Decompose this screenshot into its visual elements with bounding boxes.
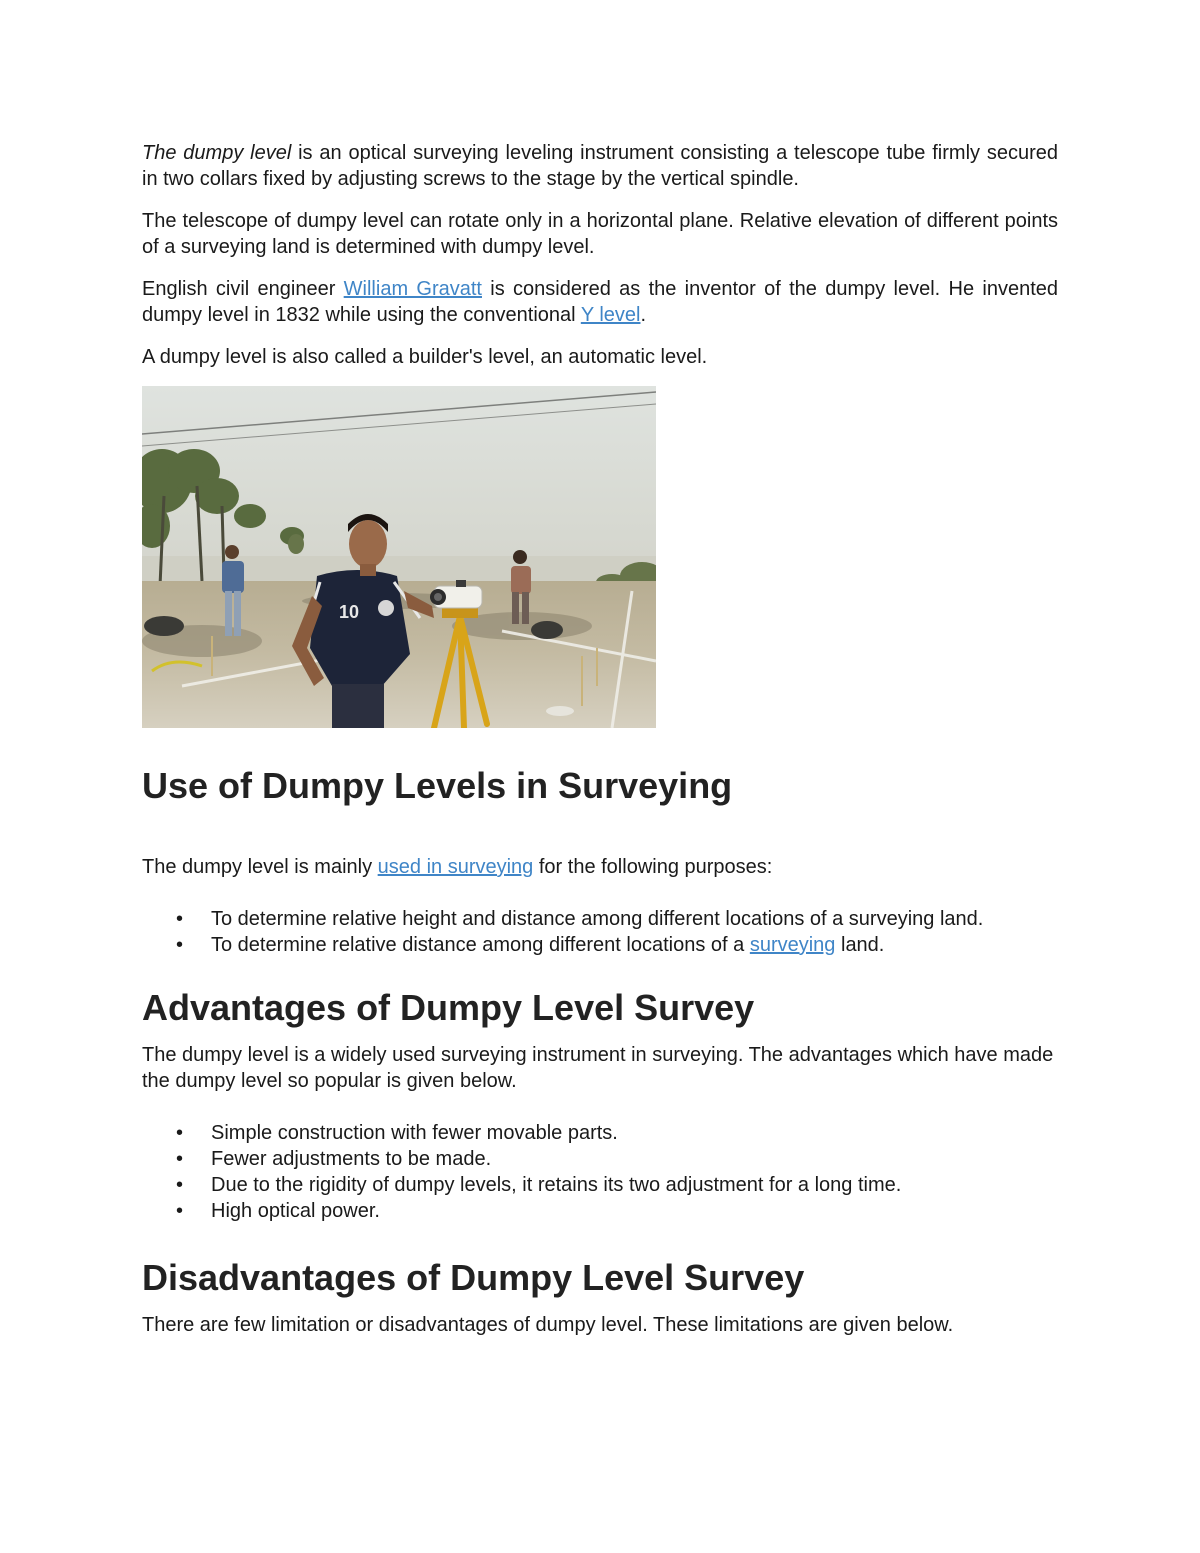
use-item-1-text: To determine relative height and distance among different locations of a surveying land. — [211, 908, 984, 930]
adv-item-text: Fewer adjustments to be made. — [211, 1148, 492, 1170]
list-item — [142, 1172, 1058, 1198]
list-item — [142, 932, 1058, 958]
use-list — [142, 906, 1058, 958]
heading-disadvantages: Disadvantages of Dumpy Level Survey — [142, 1257, 805, 1298]
use-intro-b: for the following purposes: — [533, 856, 773, 878]
use-intro-a: The dumpy level is mainly — [142, 856, 378, 878]
heading-use: Use of Dumpy Levels in Surveying — [142, 765, 733, 806]
y-level-link[interactable]: Y level — [580, 304, 641, 326]
use-intro — [142, 854, 1058, 880]
p3-text-a: English civil engineer — [142, 278, 344, 300]
advantages-intro: The dumpy level is a widely used surveying instrument in surveying. The advantages which have made the dumpy level so popular is given below. — [142, 1044, 1054, 1092]
document-page — [142, 140, 1058, 1338]
heading-advantages: Advantages of Dumpy Level Survey — [142, 987, 755, 1028]
adv-item-text: Due to the rigidity of dumpy levels, it retains its two adjustment for a long time. — [211, 1174, 902, 1196]
bullet-glyph: • — [176, 908, 184, 930]
intro-term: The dumpy level — [142, 142, 292, 164]
p3-text-b: is considered as the inventor of the dumpy level. He invented dumpy level in 1832 while using the conventional — [142, 278, 1059, 326]
intro-paragraph-3 — [142, 276, 1058, 328]
use-item-2-b: land. — [835, 934, 885, 956]
bullet-glyph: • — [176, 1200, 184, 1222]
list-item — [142, 1120, 1058, 1146]
surveying-link[interactable]: surveying — [749, 934, 836, 956]
advantages-list — [142, 1120, 1058, 1224]
svg-text:10: 10 — [339, 602, 360, 622]
list-item — [142, 906, 1058, 932]
intro-paragraph-2: The telescope of dumpy level can rotate only in a horizontal plane. Relative elevation of different points of a surveying land is determined with dumpy level. — [142, 210, 1058, 258]
intro-paragraph-4: A dumpy level is also called a builder's level, an automatic level. — [142, 346, 708, 368]
william-gravatt-link[interactable]: William Gravatt — [343, 278, 482, 300]
bullet-glyph: • — [176, 1148, 184, 1170]
bullet-glyph: • — [176, 1122, 184, 1144]
use-item-2-a: To determine relative distance among different locations of a — [211, 934, 750, 956]
bullet-glyph: • — [176, 934, 184, 956]
list-item — [142, 1146, 1058, 1172]
intro-paragraph-1 — [142, 140, 1058, 192]
dumpy-level-photo — [142, 386, 656, 728]
disadvantages-intro: There are few limitation or disadvantages of dumpy level. These limitations are given below. — [142, 1314, 954, 1336]
used-in-surveying-link[interactable]: used in surveying — [377, 856, 534, 878]
p3-text-c: . — [640, 304, 647, 326]
photo-illustration — [142, 386, 656, 728]
adv-item-text: High optical power. — [211, 1200, 380, 1222]
intro-p1-text: is an optical surveying leveling instrument consisting a telescope tube firmly secured in two collars fixed by adjusting screws to the stage by the vertical spindle. — [142, 142, 1058, 190]
list-item — [142, 1198, 1058, 1224]
bullet-glyph: • — [176, 1174, 184, 1196]
adv-item-text: Simple construction with fewer movable parts. — [211, 1122, 618, 1144]
